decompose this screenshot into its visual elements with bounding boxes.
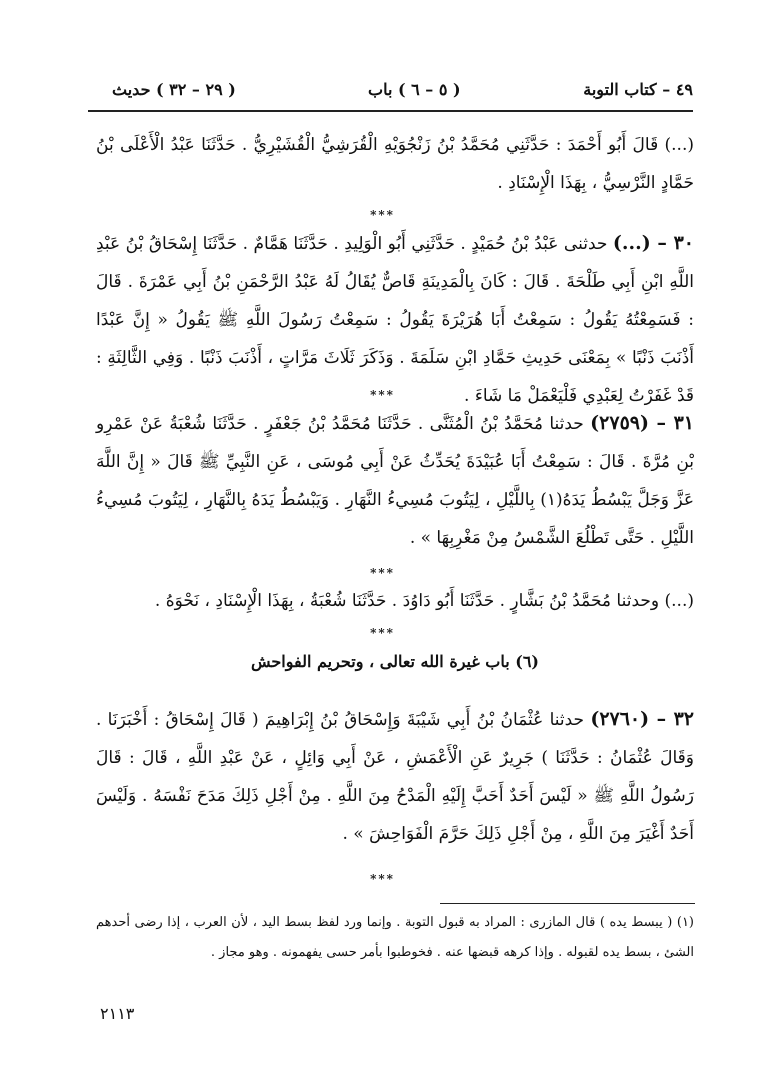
footnote: (١) ( يبسط يده ) قال المازرى : المراد به قبول التوبة . وإنما ورد لفظ بسط اليد ، لأن العرب ، إذا رضى أحدهم الشئ ، بسط يده لقبوله . وإذا كرهه قبضها عنه . فخوطبوا بأمر حسى يفهمونه . وهو مجاز . [96, 915, 694, 960]
paragraph-1 [96, 126, 694, 202]
footnote-rule [440, 903, 695, 904]
separator-1: *** [370, 208, 395, 222]
hadith-number-32: ٣٢ – (٢٧٦٠) [590, 708, 694, 730]
separator-3: *** [370, 566, 395, 580]
paragraph-5-text: حدثنا عُثْمَانُ بْنُ أَبِي شَيْبَةَ وَإِسْحَاقُ بْنُ إِبْرَاهِيمَ ( قَالَ إِسْحَاقُ : أَخْبَرَنَا . وَقَالَ عُثْمَانُ : حَدَّثَنَا ) جَرِيرٌ عَنِ الْأَعْمَشِ ، عَنْ أَبِي وَائِلٍ ، عَنْ عَبْدِ اللَّهِ ، قَالَ : قَالَ رَسُولُ اللَّهِ ﷺ « لَيْسَ أَحَدٌ أَحَبَّ إِلَيْهِ الْمَدْحُ مِنَ اللَّهِ . مِنْ أَجْلِ ذَلِكَ مَدَحَ نَفْسَهُ . وَلَيْسَ أَحَدٌ أَغْيَرَ مِنَ اللَّهِ ، مِنْ أَجْلِ ذَلِكَ حَرَّمَ الْفَوَاحِشَ » . [96, 710, 694, 844]
page-number: ٢١١٣ [100, 1004, 135, 1023]
separator-2: *** [370, 388, 395, 402]
paragraph-1-text: (...) قَالَ أَبُو أَحْمَدَ : حَدَّثَنِي مُحَمَّدُ بْنُ زَنْجُوَيْهِ الْقُرَشِيُّ الْقُشَيْرِيُّ . حَدَّثَنَا عَبْدُ الْأَعْلَى بْنُ حَمَّادٍ النَّرْسِيُّ ، بِهَذَا الْإِسْنَادِ . [96, 135, 694, 193]
book-title: ٤٩ – كتاب التوبة [583, 80, 693, 99]
running-header [88, 74, 693, 108]
hadith-number-31: ٣١ – (٢٧٥٩) [590, 412, 694, 434]
hadith-number-30: ٣٠ – (...) [612, 232, 695, 254]
paragraph-5 [96, 700, 694, 853]
header-rule [88, 110, 693, 112]
paragraph-4-text: (...) وحدثنا مُحَمَّدُ بْنُ بَشَّارٍ . حَدَّثَنَا أَبُو دَاوُدَ . حَدَّثَنَا شُعْبَةُ ، بِهَذَا الْإِسْنَادِ ، نَحْوَهُ . [154, 591, 694, 611]
paragraph-3 [96, 404, 694, 557]
paragraph-2-text: حدثنى عَبْدُ بْنُ حُمَيْدٍ . حَدَّثَنِي أَبُو الْوَلِيدِ . حَدَّثَنَا هَمَّامٌ . حَدَّثَنَا إِسْحَاقُ بْنُ عَبْدِ اللَّهِ ابْنِ أَبِي طَلْحَةَ . قَالَ : كَانَ بِالْمَدِينَةِ قَاصٌّ يُقَالُ لَهُ عَبْدُ الرَّحْمَنِ بْنُ أَبِي عَمْرَةَ . قَالَ : فَسَمِعْتُهُ يَقُولُ : سَمِعْتُ أَبَا هُرَيْرَةَ يَقُولُ : سَمِعْتُ رَسُولَ اللَّهِ ﷺ يَقُولُ « إِنَّ عَبْدًا أَذْنَبَ ذَنْبًا » بِمَعْنَى حَدِيثِ حَمَّادِ ابْنِ سَلَمَةَ . وَذَكَرَ ثَلَاثَ مَرَّاتٍ ، أَذْنَبَ ذَنْبًا . وَفِي الثَّالِثَةِ : قَدْ غَفَرْتُ لِعَبْدِي فَلْيَعْمَلْ مَا شَاءَ . [96, 234, 694, 406]
paragraph-4 [96, 582, 694, 620]
chapter-heading: (٦) باب غيرة الله تعالى ، وتحريم الفواحش [251, 652, 539, 671]
paragraph-2 [96, 224, 694, 415]
hadith-range: ( ٢٩ – ٣٢ ) حديث [112, 80, 236, 99]
paragraph-3-text: حدثنا مُحَمَّدُ بْنُ الْمُثَنَّى . حَدَّثَنَا مُحَمَّدُ بْنُ جَعْفَرٍ . حَدَّثَنَا شُعْبَةُ عَنْ عَمْرِو بْنِ مُرَّةَ . قَالَ : سَمِعْتُ أَبَا عُبَيْدَةَ يُحَدِّثُ عَنْ أَبِي مُوسَى ، عَنِ النَّبِيِّ ﷺ قَالَ « إِنَّ اللَّهَ عَزَّ وَجَلَّ يَبْسُطُ يَدَهُ(١) بِاللَّيْلِ ، لِيَتُوبَ مُسِيءُ النَّهَارِ . وَيَبْسُطُ يَدَهُ بِالنَّهَارِ ، لِيَتُوبَ مُسِيءُ اللَّيْلِ . حَتَّى تَطْلُعَ الشَّمْسُ مِنْ مَغْرِبِهَا » . [96, 414, 694, 548]
separator-5: *** [370, 872, 395, 886]
separator-4: *** [370, 626, 395, 640]
chapter-label: ( ٥ – ٦ ) باب [368, 80, 461, 99]
